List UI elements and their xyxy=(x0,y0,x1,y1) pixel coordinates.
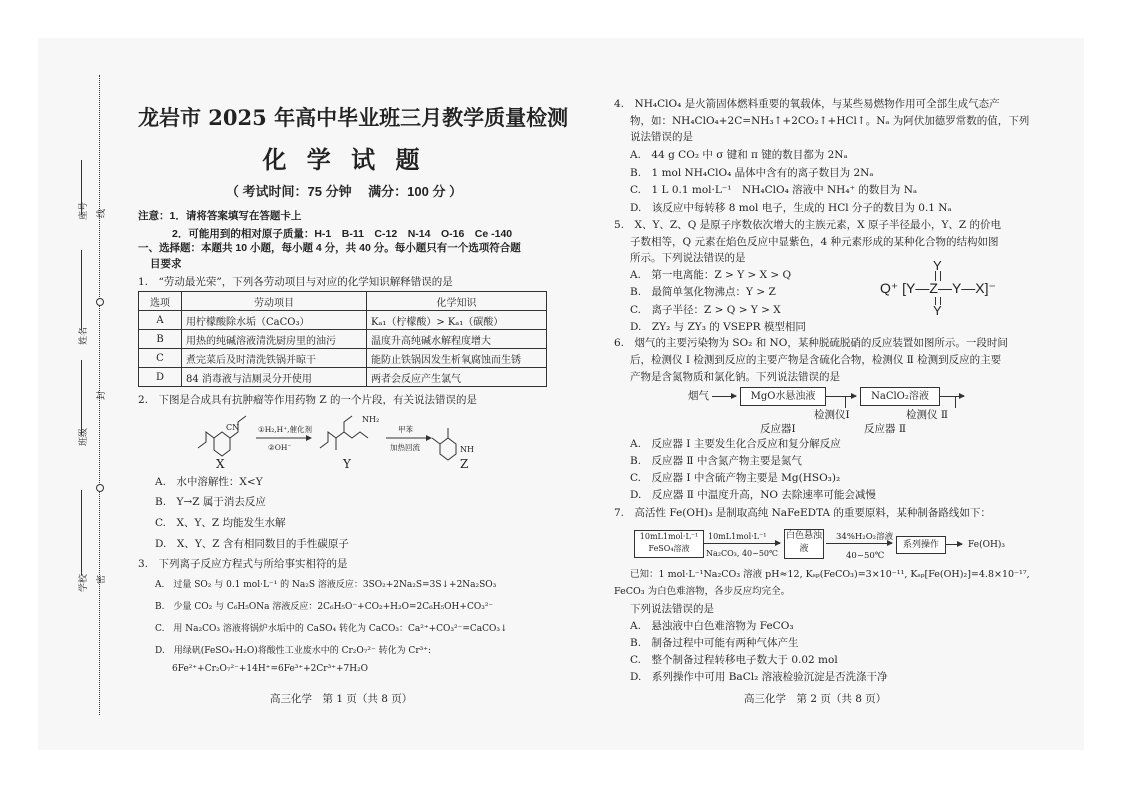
q6-option-c[interactable]: C. 反应器 Ⅰ 中含硫产物主要是 Mg(HSO₃)₂ xyxy=(630,472,841,484)
q1-cell: 用柠檬酸除水垢（CaCO₃） xyxy=(182,311,367,330)
reactor1-label: 反应器Ⅰ xyxy=(760,423,796,435)
q5-l2: 子数相等，Q 元素在焰色反应中显紫色，4 种元素形成的某种化合物的结构如图 xyxy=(630,236,999,248)
exam-no-blank[interactable] xyxy=(81,160,82,215)
q4-l3: 说法错误的是 xyxy=(630,131,693,143)
class-blank[interactable] xyxy=(81,360,82,435)
q1-stem: 1. “劳动最光荣”，下列各劳动项目与对应的化学知识解释错误的是 xyxy=(138,276,453,288)
q7-option-b[interactable]: B. 制备过程中可能有两种气体产生 xyxy=(630,637,799,649)
q5-y-bottom: Y xyxy=(933,303,942,318)
detector2-label: 检测仪 Ⅱ xyxy=(906,409,948,421)
label-x: X xyxy=(216,457,225,471)
binding-hole xyxy=(96,298,104,306)
note-2: 2．可能用到的相对原子质量：H-1 B-11 C-12 N-14 O-16 Ce -140 xyxy=(172,228,513,240)
q1-cell: C xyxy=(139,349,182,368)
q6-option-d[interactable]: D. 反应器 Ⅱ 中温度升高，NO 去除速率可能会减慢 xyxy=(630,489,876,501)
step3b-label: 加热回流 xyxy=(390,443,420,452)
q6-l3: 产物是含氮物质和氯化钠。下列说法错误的是 xyxy=(630,371,840,383)
gutter-school: 学校 xyxy=(79,573,89,592)
gutter-exam-no: 座号 xyxy=(79,201,89,220)
table-row xyxy=(139,368,547,387)
q1-cell: A xyxy=(139,311,182,330)
q6-option-a[interactable]: A. 反应器 Ⅰ 主要发生化合反应和复分解反应 xyxy=(630,438,841,450)
q6-option-b[interactable]: B. 反应器 Ⅱ 中含氮产物主要是氮气 xyxy=(630,455,802,467)
detector1-tap xyxy=(845,396,846,408)
school-blank[interactable] xyxy=(81,490,82,575)
q1-cell: D xyxy=(139,368,182,387)
gutter-name: 姓名 xyxy=(79,326,89,345)
detector1-label: 检测仪Ⅰ xyxy=(814,409,850,421)
reactor1-box: MgO水悬浊液 xyxy=(740,387,826,406)
q5-option-a[interactable]: A. 第一电离能：Z > Y > X > Q xyxy=(630,269,792,281)
q7-option-c[interactable]: C. 整个制备过程转移电子数大于 0.02 mol xyxy=(630,654,838,666)
q5-l1: 5. X、Y、Z、Q 是原子序数依次增大的主族元素，X 原子半径最小，Y、Z 的价电 xyxy=(614,219,1002,231)
q5-double-bond-top xyxy=(935,271,941,281)
q1-table xyxy=(138,291,547,387)
q7-box-operations: 系列操作 xyxy=(896,536,946,554)
arrow-icon xyxy=(826,396,856,397)
cn-label: CN xyxy=(226,423,240,432)
reactor2-label: 反应器 Ⅱ xyxy=(864,423,906,435)
subject-title: 化 学 试 题 xyxy=(262,145,426,174)
q7-product: Fe(OH)₃ xyxy=(968,540,1005,550)
q1-cell: Kₐ₁（柠檬酸）> Kₐ₁（碳酸） xyxy=(367,311,547,330)
label-y: Y xyxy=(343,457,351,471)
step3a-label: 甲苯 xyxy=(398,425,413,434)
q5-option-d[interactable]: D. ZY₂ 与 ZY₃ 的 VSEPR 模型相同 xyxy=(630,321,806,333)
q4-option-d[interactable]: D. 该反应中每转移 8 mol 电子，生成的 HCl 分子的数目为 0.1 Nₐ xyxy=(630,202,952,214)
q7-arrow2-bottom: 40~50℃ xyxy=(846,551,885,561)
q1-cell: 用热的纯碱溶液清洗厨房里的油污 xyxy=(182,330,367,349)
nh2-label: NH₂ xyxy=(362,415,380,424)
q4-l1: 4. NH₄ClO₄ 是火箭固体燃料重要的氧载体，与某些易燃物作用可全部生成气态产 xyxy=(614,98,1000,110)
q4-option-c[interactable]: C. 1 L 0.1 mol·L⁻¹ NH₄ClO₄ 溶液中 NH₄⁺ 的数目为 Nₐ xyxy=(630,184,918,196)
q2-option-d[interactable]: D. X、Y、Z 含有相同数目的手性碳原子 xyxy=(155,538,349,550)
q7-known-2: FeCO₃ 为白色难溶物，各步反应均完全。 xyxy=(614,586,791,597)
q1-header-option: 选项 xyxy=(139,292,182,311)
q2-stem: 2. 下图是合成具有抗肿瘤等作用药物 Z 的一个片段，有关说法错误的是 xyxy=(138,394,477,406)
q4-option-a[interactable]: A. 44 g CO₂ 中 σ 键和 π 键的数目都为 2Nₐ xyxy=(630,149,848,161)
q1-header-project: 劳动项目 xyxy=(182,292,367,311)
arrow-icon xyxy=(826,543,892,544)
time-score: （ 考试时间：75 分钟 满分：100 分 ） xyxy=(225,184,463,199)
q3-option-b[interactable]: B. 少量 CO₂ 与 C₆H₅ONa 溶液反应：2C₆H₅O⁻+CO₂+H₂O=2C₆H₅OH+CO₃²⁻ xyxy=(155,602,494,612)
binding-hole xyxy=(96,484,104,492)
table-row xyxy=(139,349,547,368)
q7-option-a[interactable]: A. 悬浊液中白色难溶物为 FeCO₃ xyxy=(630,620,794,632)
label-z: Z xyxy=(460,457,469,471)
gutter-seal-label: 封 xyxy=(97,390,107,400)
name-blank[interactable] xyxy=(81,250,82,330)
note-1: 注意：1．请将答案填写在答题卡上 xyxy=(138,210,302,222)
q3-equation: 6Fe²⁺+Cr₂O₇²⁻+14H⁺=6Fe³⁺+2Cr³⁺+7H₂O xyxy=(172,664,369,674)
q5-y-top: Y xyxy=(933,258,942,273)
q7-box-feso4 xyxy=(634,530,704,558)
q7-arrow1-bottom: Na₂CO₃, 40~50℃ xyxy=(706,549,778,558)
q7-stem: 下列说法错误的是 xyxy=(630,603,714,615)
q2-option-c[interactable]: C. X、Y、Z 均能发生水解 xyxy=(155,517,286,529)
gutter-class: 班级 xyxy=(79,427,89,446)
q7-arrow1-top: 10mL1mol·L⁻¹ xyxy=(708,532,767,541)
q6-l2: 后，检测仪 Ⅰ 检测到反应的主要产物是含硫化合物，检测仪 Ⅱ 检测到反应的主要 xyxy=(630,354,1002,366)
q3-option-c[interactable]: C. 用 Na₂CO₃ 溶液将锅炉水垢中的 CaSO₄ 转化为 CaCO₃：Ca²⁺+CO₃²⁻=CaCO₃↓ xyxy=(155,624,508,634)
table-row xyxy=(139,311,547,330)
table-row xyxy=(139,330,547,349)
q1-cell: B xyxy=(139,330,182,349)
q4-l2: 物，如：NH₄ClO₄+2C=NH₃↑+2CO₂↑+HCl↑。Nₐ 为阿伏加德罗常数的值，下列 xyxy=(630,115,1030,127)
footer-left: 高三化学 第 1 页（共 8 页） xyxy=(270,693,413,705)
q5-option-b[interactable]: B. 最简单氢化物沸点：Y > Z xyxy=(630,286,776,298)
q6-l1: 6. 烟气的主要污染物为 SO₂ 和 NO，某种脱硫脱硝的反应装置如图所示。一段时间 xyxy=(614,337,1008,349)
arrow-icon xyxy=(940,396,964,397)
q7-box1b-text: FeSO₄溶液 xyxy=(648,544,690,553)
q7-option-d[interactable]: D. 系列操作中可用 BaCl₂ 溶液检验沉淀是否洗涤干净 xyxy=(630,671,888,683)
q7-l1: 7. 高活性 Fe(OH)₃ 是制取高纯 NaFeEDTA 的重要原料，某种制备路线如下： xyxy=(614,507,991,519)
arrow-icon xyxy=(712,396,736,397)
gutter-dense-label: 密 xyxy=(97,574,107,584)
section-1-l2: 目要求 xyxy=(150,258,182,270)
q4-option-b[interactable]: B. 1 mol NH₄ClO₄ 晶体中含有的离子数目为 2Nₐ xyxy=(630,167,874,179)
q3-option-a[interactable]: A. 过量 SO₂ 与 0.1 mol·L⁻¹ 的 Na₂S 溶液反应：3SO₂+2Na₂S=3S↓+2Na₂SO₃ xyxy=(155,580,497,590)
reactor2-box: NaClO₂溶液 xyxy=(860,387,940,406)
q1-cell: 84 消毒液与洁厕灵分开使用 xyxy=(182,368,367,387)
q1-cell: 能防止铁锅因发生析氧腐蚀而生锈 xyxy=(367,349,547,368)
q2-option-b[interactable]: B. Y→Z 属于消去反应 xyxy=(155,496,266,508)
q5-option-c[interactable]: C. 离子半径：Z > Q > Y > X xyxy=(630,304,781,316)
q1-cell: 温度升高纯碱水解程度增大 xyxy=(367,330,547,349)
q7-box-suspension: 白色悬浊液 xyxy=(784,529,824,559)
q6-gas-label: 烟气 xyxy=(688,390,709,402)
footer-right: 高三化学 第 2 页（共 8 页） xyxy=(744,693,887,705)
arrow-icon xyxy=(946,544,962,545)
step2-label: ②OH⁻ xyxy=(268,443,292,452)
q7-known-1: 已知：1 mol·L⁻¹Na₂CO₃ 溶液 pH≈12, Kₛₚ(FeCO₃)=3×10⁻¹¹, Kₛₚ[Fe(OH)₂]=4.8×10⁻¹⁷, xyxy=(630,569,1030,580)
q7-box1a-text: 10mL1mol·L⁻¹ xyxy=(639,532,699,541)
q3-stem: 3. 下列离子反应方程式与所给事实相符的是 xyxy=(138,558,348,570)
q2-option-a[interactable]: A. 水中溶解性：X<Y xyxy=(155,476,263,488)
q5-structure: Q⁺ [Y—Z—Y—X]⁻ xyxy=(880,280,996,296)
q1-cell: 煮完菜后及时清洗铁锅并晾干 xyxy=(182,349,367,368)
nh-label: NH xyxy=(460,445,474,454)
detector2-tap xyxy=(955,396,956,408)
arrow-icon xyxy=(704,543,780,544)
q7-arrow2-top: 34%H₂O₂溶液 xyxy=(836,532,894,542)
gutter-line-label: 线 xyxy=(97,208,107,218)
step1-label: ①H₂,H⁺,催化剂 xyxy=(258,425,313,434)
section-1-l1: 一、选择题：本题共 10 小题，每小题 4 分，共 40 分。每小题只有一个选项符合题 xyxy=(138,242,521,254)
q1-header-knowledge: 化学知识 xyxy=(367,292,547,311)
q3-option-d[interactable]: D. 用绿矾(FeSO₄·H₂O)将酸性工业废水中的 Cr₂O₇²⁻ 转化为 Cr³⁺: xyxy=(155,646,432,656)
exam-title: 龙岩市 2025 年高中毕业班三月教学质量检测 xyxy=(138,105,569,130)
q1-cell: 两者会反应产生氯气 xyxy=(367,368,547,387)
x-molecule-bonds xyxy=(198,416,246,448)
q5-l3: 所示。下列说法错误的是 xyxy=(630,252,746,264)
